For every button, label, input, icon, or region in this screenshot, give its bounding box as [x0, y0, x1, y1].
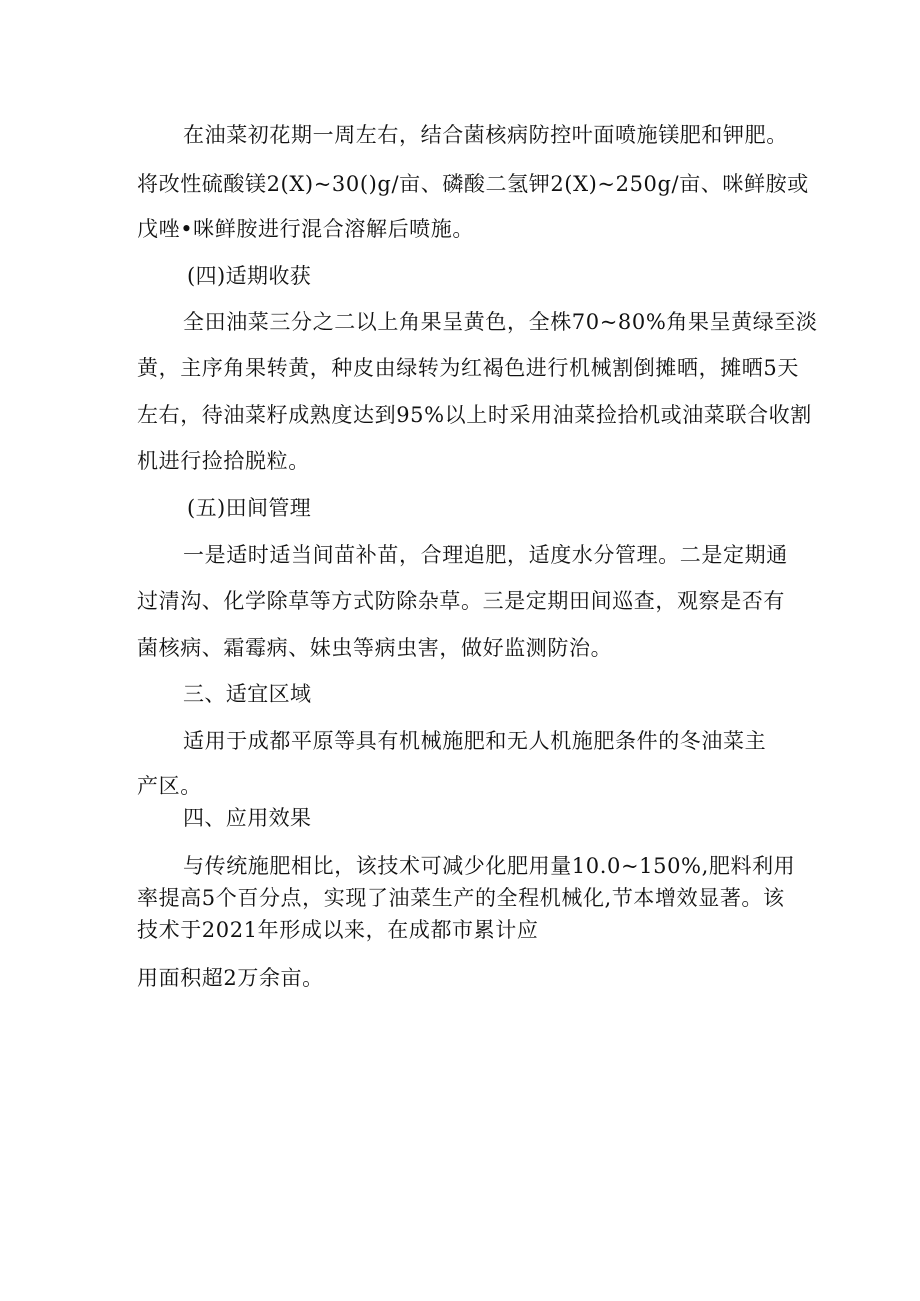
text-line-11: 过清沟、化学除草等方式防除杂草。三是定期田间巡查，观察是否有 [137, 589, 785, 613]
text-line-20: 用面积超2万余亩。 [137, 966, 324, 990]
text-line-1: 在油菜初花期一周左右，结合菌核病防控叶面喷施镁肥和钾肥。 [183, 123, 788, 147]
text-line-8: 机进行捡拾脱粒。 [137, 449, 310, 473]
text-line-6: 黄，主序角果转黄，种皮由绿转为红褐色进行机械割倒摊晒，摊晒5天 [137, 356, 799, 380]
text-line-12: 菌核病、霜霉病、妹虫等病虫害，做好监测防治。 [137, 636, 613, 660]
section-heading-5: (五)田间管理 [187, 496, 312, 520]
text-line-2: 将改性硫酸镁2(X)~30()g/亩、磷酸二氢钾2(X)~250g/亩、咪鲜胺或 [137, 172, 809, 196]
text-line-19: 技术于2021年形成以来，在成都市累计应 [137, 918, 539, 942]
section-heading-4: (四)适期收获 [187, 264, 312, 288]
text-line-10: 一是适时适当间苗补苗，合理追肥，适度水分管理。二是定期通 [183, 543, 788, 567]
text-line-7: 左右，待油菜籽成熟度达到95%以上时采用油菜捡拾机或油菜联合收割 [137, 403, 812, 427]
text-line-15: 产区。 [137, 774, 202, 798]
section-heading-4-main: 四、应用效果 [183, 806, 312, 830]
text-line-17: 与传统施肥相比，该技术可减少化肥用量10.0~150%,肥料利用 [183, 854, 796, 878]
text-line-3: 戊唑•咪鲜胺进行混合溶解后喷施。 [137, 217, 474, 241]
text-line-5: 全田油菜三分之二以上角果呈黄色，全株70~80%角果呈黄绿至淡 [183, 310, 818, 334]
text-line-18: 率提高5个百分点，实现了油菜生产的全程机械化,节本增效显著。该 [137, 886, 785, 910]
text-line-14: 适用于成都平原等具有机械施肥和无人机施肥条件的冬油菜主 [183, 729, 767, 753]
section-heading-3: 三、适宜区域 [183, 682, 312, 706]
